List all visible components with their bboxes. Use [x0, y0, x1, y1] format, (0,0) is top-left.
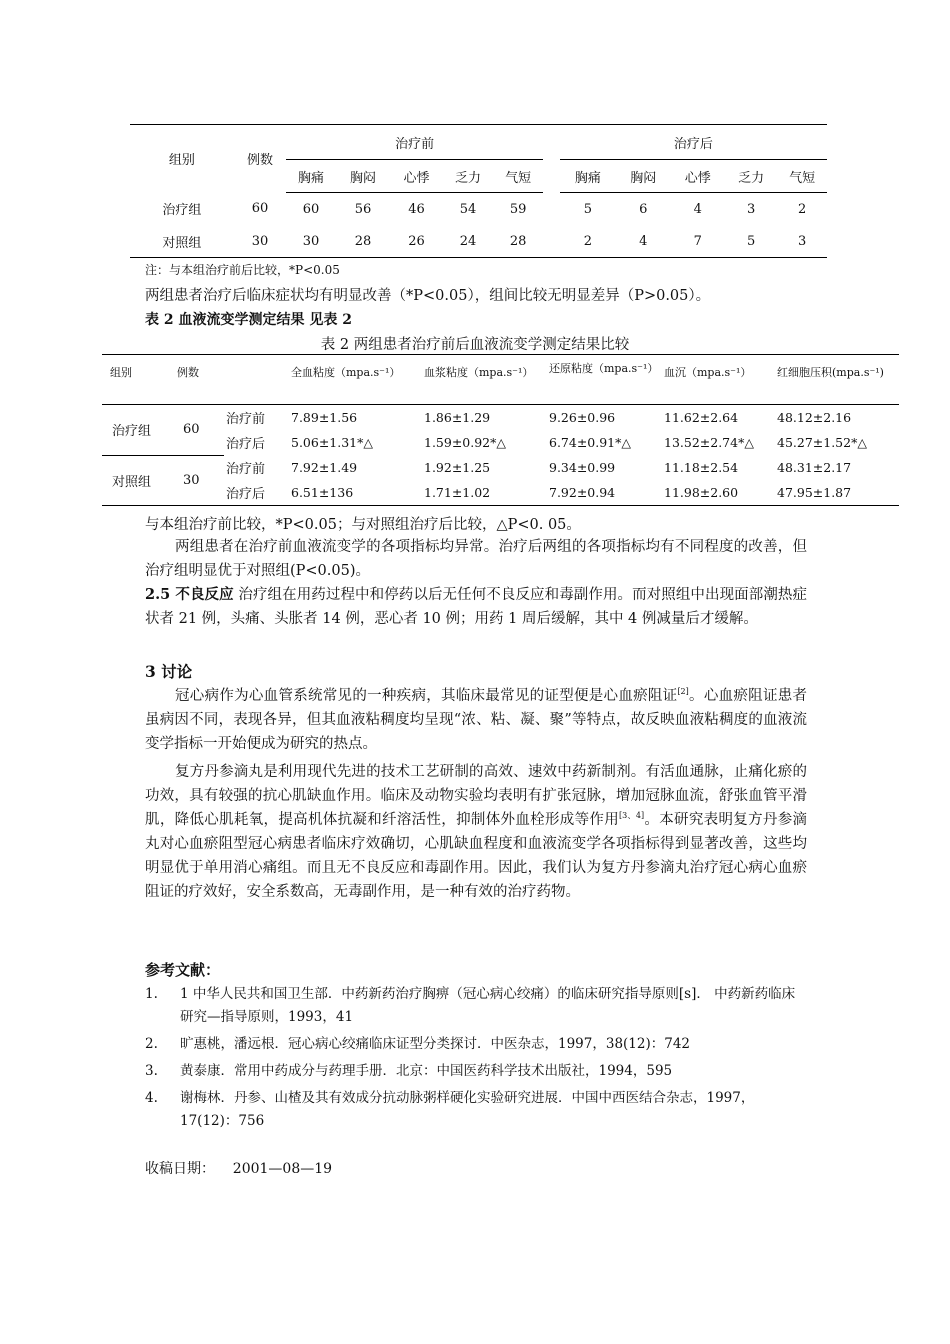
reference-number: 4. — [145, 1090, 158, 1106]
t1-cell: 24 — [459, 233, 477, 249]
t1-h-before: 治疗前 — [286, 125, 543, 160]
reference-number: 2. — [145, 1036, 158, 1052]
t2-cell: 9.26±0.96 — [549, 410, 616, 425]
text-run: 冠心病作为心血管系统常见的一种疾病，其临床最常见的证型便是心血瘀阻证 — [175, 688, 678, 704]
paragraph: 两组患者治疗后临床症状均有明显改善（*P<0.05），组间比较无明显差异（P>0.05）。 — [145, 288, 711, 304]
t2-cell: 治疗前 — [226, 412, 266, 427]
t2-cell: 47.95±1.87 — [777, 485, 852, 500]
reference-item — [145, 1060, 807, 1083]
t1-sym: 心悸 — [670, 160, 724, 193]
table2 — [102, 354, 899, 506]
t2-cell: 1.59±0.92*△ — [424, 435, 507, 450]
t2-cell: 1.86±1.29 — [424, 410, 491, 425]
t2-cell: 6.74±0.91*△ — [549, 435, 632, 450]
citation: [2] — [677, 687, 689, 697]
t1-cell: 28 — [354, 233, 372, 249]
t1-h-after: 治疗后 — [560, 125, 827, 160]
reference-text: 谢梅林．丹参、山楂及其有效成分抗动脉粥样硬化实验研究进展．中国中西医结合杂志，1997，17(12)：756 — [180, 1090, 755, 1129]
references-heading: 参考文献： — [145, 961, 221, 979]
t1-cell: 6 — [639, 201, 648, 217]
t1-cell: 7 — [693, 233, 702, 249]
reference-text: 1 中华人民共和国卫生部．中药新药治疗胸痹（冠心病心绞痛）的临床研究指导原则[s]． 中药新药临床研究—指导原则，1993，41 — [180, 986, 796, 1025]
citation: [3、4] — [619, 811, 645, 821]
t1-sym: 胸闷 — [336, 160, 390, 193]
t2-header: 组别 — [102, 355, 175, 405]
t1-cell: 4 — [639, 233, 648, 249]
t2-cell: 60 — [175, 405, 224, 456]
t2-cell: 48.12±2.16 — [777, 410, 852, 425]
table2-note: 与本组治疗前比较，*P<0.05；与对照组治疗后比较，△P<0. 05。 — [145, 517, 581, 533]
reference-number: 3. — [145, 1063, 158, 1079]
reference-item — [145, 1033, 807, 1056]
t2-cell: 30 — [183, 472, 200, 488]
t1-cell: 54 — [459, 201, 477, 217]
t1-sym: 胸闷 — [616, 160, 670, 193]
table1 — [130, 124, 827, 258]
t1-cell: 3 — [798, 233, 807, 249]
reference-item — [145, 983, 807, 1029]
table1-note: 注：与本组治疗前后比较，*P<0.05 — [145, 263, 340, 277]
adverse-text: 治疗组在用药过程中和停药以后无任何不良反应和毒副作用。而对照组中出现面部潮热症状者 21 例，头痛、头胀者 14 例，恶心者 10 例；用药 1 周后缓解，其中 4 例减量后才缓解。 — [145, 587, 808, 627]
t1-h-n: 例数 — [247, 153, 274, 169]
t2-header: 全血粘度（mpa.s⁻¹） — [291, 355, 424, 405]
t1-sym: 乏力 — [443, 160, 494, 193]
paragraph — [145, 760, 807, 904]
adverse-section — [145, 583, 807, 631]
t1-cell: 56 — [354, 201, 372, 217]
t2-cell: 7.89±1.56 — [291, 410, 358, 425]
t1-cell: 46 — [408, 201, 425, 217]
reference-text: 旷惠桃，潘远根．冠心病心绞痛临床证型分类探讨．中医杂志，1997，38(12)：742 — [180, 1036, 691, 1052]
t1-cell: 5 — [747, 233, 756, 249]
text-run: 复方丹参滴丸是利用现代先进的技术工艺研制的高效、速效中药新制剂。有活血通脉，止痛化瘀的功效，具有较强的抗心肌缺血作用。临床及动物实验均表明有扩张冠脉，增加冠脉血流，舒张血管平滑肌，降低心肌耗氧，提高机体抗凝和纤溶活性，抑制体外血栓形成等作用 — [145, 764, 807, 828]
t2-cell: 1.92±1.25 — [424, 460, 491, 475]
t2-cell: 5.06±1.31*△ — [291, 435, 374, 450]
t2-header: 血沉（mpa.s⁻¹） — [664, 355, 777, 405]
t2-cell: 治疗组 — [102, 405, 175, 456]
t1-sym: 心悸 — [390, 160, 443, 193]
adverse-title: 2.5 不良反应 — [145, 586, 234, 603]
t1-sym: 胸痛 — [560, 160, 616, 193]
t2-cell: 6.51±136 — [291, 485, 354, 500]
text-run: 。心血瘀阻证患者虽病因不同，表现各异，但其血液粘稠度均呈现“浓、粘、凝、聚”等特点，故反映血液粘稠度的血液流变学指标一开始便成为研究的热点。 — [145, 688, 808, 752]
reference-number: 1. — [145, 986, 158, 1002]
reference-text: 黄泰康．常用中药成分与药理手册．北京：中国医药科学技术出版社，1994，595 — [180, 1063, 673, 1079]
t1-cell: 30 — [251, 233, 269, 249]
t1-cell: 26 — [408, 233, 425, 249]
t2-cell: 48.31±2.17 — [777, 460, 852, 475]
t2-header: 血浆粘度（mpa.s⁻¹） — [424, 355, 549, 405]
t2-header: 红细胞压积(mpa.s⁻¹) — [777, 355, 899, 405]
received-date: 收稿日期： 2001—08—19 — [145, 1161, 333, 1177]
t2-cell: 治疗后 — [226, 487, 266, 502]
t1-sym: 气短 — [493, 160, 543, 193]
t1-cell: 59 — [509, 201, 527, 217]
table-row — [102, 405, 899, 431]
section-heading: 表 2 血液流变学测定结果 见表 2 — [145, 312, 352, 328]
t2-cell: 11.18±2.54 — [664, 460, 739, 475]
t1-cell: 30 — [302, 233, 320, 249]
t2-cell: 对照组 — [112, 474, 152, 490]
references-list — [145, 983, 807, 1137]
table2-caption: 表 2 两组患者治疗前后血液流变学测定结果比较 — [320, 337, 630, 353]
t1-cell: 28 — [509, 233, 527, 249]
t2-cell: 7.92±0.94 — [549, 485, 616, 500]
t2-header: 例数 — [175, 355, 224, 405]
text-run: 。本研究表明复方丹参滴丸对心血瘀阻型冠心病患者临床疗效确切，心肌缺血程度和血液流变学各项指标得到显著改善，这些均明显优于单用消心痛组。而且无不良反应和毒副作用。因此，我们认为复方丹参滴丸治疗冠心病心血瘀阻证的疗效好，安全系数高，无毒副作用，是一种有效的治疗药物。 — [145, 812, 808, 900]
t1-sym: 乏力 — [725, 160, 777, 193]
table-row — [102, 455, 899, 480]
t1-sym: 胸痛 — [286, 160, 336, 193]
t1-sym: 气短 — [777, 160, 827, 193]
paragraph — [145, 684, 807, 756]
t2-cell: 45.27±1.52*△ — [777, 435, 867, 450]
t1-cell: 3 — [747, 201, 756, 217]
t1-h-group: 组别 — [168, 153, 195, 169]
t1-cell: 4 — [693, 201, 702, 217]
t1-cell: 2 — [583, 233, 592, 249]
t2-cell: 11.98±2.60 — [664, 485, 739, 500]
table-row — [130, 193, 827, 226]
t2-cell: 9.34±0.99 — [549, 460, 616, 475]
t2-cell: 1.71±1.02 — [424, 485, 491, 500]
discussion-heading: 3 讨论 — [145, 662, 193, 681]
t2-cell: 11.62±2.64 — [664, 410, 739, 425]
t2-cell: 13.52±2.74*△ — [664, 435, 754, 450]
t1-cell: 对照组 — [162, 235, 202, 251]
paragraph: 两组患者在治疗前血液流变学的各项指标均异常。治疗后两组的各项指标均有不同程度的改善，但治疗组明显优于对照组(P<0.05)。 — [145, 539, 807, 579]
t1-cell: 2 — [798, 201, 807, 217]
t2-cell: 7.92±1.49 — [291, 460, 358, 475]
t2-cell: 治疗前 — [226, 462, 266, 477]
t2-cell: 治疗后 — [226, 437, 266, 452]
t1-cell: 60 — [251, 201, 269, 217]
t2-header: 还原粘度（mpa.s⁻¹） — [549, 355, 664, 405]
t1-cell: 治疗组 — [162, 203, 202, 219]
table-row — [130, 225, 827, 258]
t1-cell: 5 — [583, 201, 592, 217]
t1-cell: 60 — [302, 201, 320, 217]
reference-item — [145, 1087, 807, 1133]
